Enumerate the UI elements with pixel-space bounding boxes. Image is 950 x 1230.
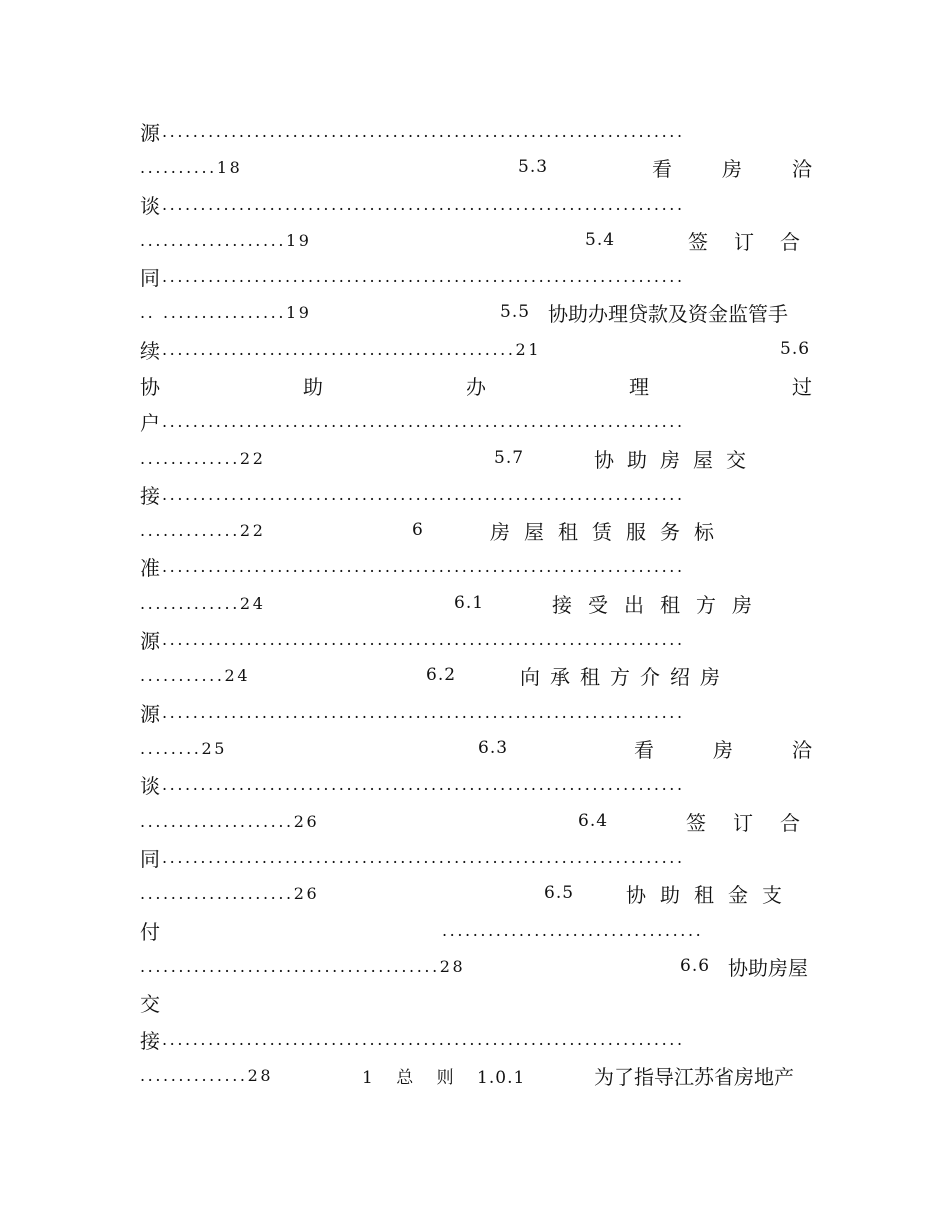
toc-line-22 <box>140 881 812 905</box>
toc-line-11 <box>140 482 812 506</box>
toc-leader-dots: .................................................................... <box>162 266 685 286</box>
toc-section-number: 6.4 <box>578 811 609 831</box>
toc-heading-fragment: 准 <box>140 555 160 580</box>
toc-heading-fragment: 源 <box>140 701 160 726</box>
toc-section-number: 5.7 <box>494 448 525 468</box>
toc-line-8 <box>140 373 812 397</box>
toc-section-number: 6.2 <box>426 665 457 685</box>
body-text: 为了指导江苏省房地产 <box>594 1064 794 1089</box>
toc-line-19 <box>140 772 812 796</box>
toc-leader-dots: .................................................................... <box>162 556 685 576</box>
toc-heading-fragment: 同 <box>140 846 160 871</box>
toc-leader-page: ........25 <box>140 738 228 758</box>
toc-line-17 <box>140 700 812 724</box>
toc-heading-fragment: 接 <box>140 483 160 508</box>
toc-line-2 <box>140 155 812 179</box>
toc-heading-fragment: 谈 <box>140 773 160 798</box>
toc-section-number: 5.4 <box>585 230 616 250</box>
toc-section-title: 签订合 <box>688 229 826 254</box>
toc-leader-page: .......................................28 <box>140 956 466 976</box>
toc-section-number: 6.5 <box>544 883 575 903</box>
toc-leader-dots: .................................................................... <box>162 411 685 431</box>
toc-leader-dots: .................................. <box>442 920 704 940</box>
toc-section-title: 向承租方介绍房 <box>520 664 730 689</box>
toc-line-21 <box>140 845 812 869</box>
toc-heading-fragment: 源 <box>140 120 160 145</box>
toc-section-title: 协助房屋 <box>728 955 808 980</box>
toc-section-title: 协助租金支 <box>626 882 796 907</box>
toc-line-18 <box>140 736 812 760</box>
toc-heading-fragment: 户 <box>140 410 160 435</box>
toc-leader-page: .............22 <box>140 448 266 468</box>
toc-leader-dots: .................................................................... <box>162 629 685 649</box>
toc-leader-dots: .................................................................... <box>162 847 685 867</box>
toc-section-title: 协助办理贷款及资金监管手 <box>548 301 788 326</box>
toc-leader-page: ....................26 <box>140 883 320 903</box>
toc-section-number: 6.3 <box>478 738 509 758</box>
toc-line-15 <box>140 627 812 651</box>
toc-line-20 <box>140 809 827 835</box>
toc-line-6 <box>140 300 812 324</box>
toc-line-9 <box>140 409 812 433</box>
toc-leader-page: ...........24 <box>140 665 251 685</box>
toc-leader-dots: .................................................................... <box>162 121 685 141</box>
toc-heading-fragment: 交 <box>140 991 160 1016</box>
toc-leader-page: ..........18 <box>140 157 243 177</box>
toc-leader-dots: .................................................................... <box>162 774 685 794</box>
toc-section-title: 签订合 <box>686 810 827 835</box>
toc-section-number: 6.1 <box>454 593 485 613</box>
toc-section-number: 6 <box>412 520 424 540</box>
toc-line-26 <box>140 1027 812 1051</box>
toc-section-number: 5.6 <box>780 339 811 359</box>
toc-heading-fragment: 源 <box>140 628 160 653</box>
toc-leader-page: .. ................19 <box>140 302 312 322</box>
toc-leader-dots: .................................................................... <box>162 194 685 214</box>
toc-line-1 <box>140 119 812 143</box>
toc-heading-fragment: 接 <box>140 1028 160 1053</box>
toc-line-24 <box>140 954 812 978</box>
toc-section-title: 看 房 洽 <box>652 156 812 181</box>
toc-line-7 <box>140 337 812 361</box>
toc-line-4 <box>140 228 826 254</box>
toc-line-3 <box>140 192 812 216</box>
toc-line-23 <box>140 918 812 942</box>
toc-section-title: 房屋租赁服务标 <box>490 519 728 544</box>
toc-leader-page: ..............................................21 <box>162 339 542 359</box>
toc-line-16 <box>140 663 812 687</box>
toc-line-14 <box>140 591 812 615</box>
toc-heading-fragment: 同 <box>140 265 160 290</box>
toc-heading-fragment: 续 <box>140 338 160 363</box>
toc-section-title: 接受出租方房 <box>552 592 768 617</box>
toc-section-title: 协 助 办 理 过 <box>140 374 812 399</box>
toc-heading-fragment: 谈 <box>140 193 160 218</box>
toc-section-number: 6.6 <box>680 956 711 976</box>
toc-leader-page: ....................26 <box>140 811 320 831</box>
toc-section-number: 5.5 <box>500 302 531 322</box>
toc-section-title: 看 房 洽 <box>634 737 812 762</box>
toc-line-13 <box>140 554 812 578</box>
toc-leader-dots: .................................................................... <box>162 484 685 504</box>
toc-section-number: 5.3 <box>518 157 549 177</box>
toc-line-10 <box>140 446 812 470</box>
toc-leader-dots: .................................................................... <box>162 1029 685 1049</box>
toc-line-25 <box>140 990 812 1014</box>
toc-leader-page: ...................19 <box>140 230 312 250</box>
toc-section-title: 协助房屋交 <box>594 447 759 472</box>
toc-leader-dots: .................................................................... <box>162 702 685 722</box>
toc-heading-fragment: 付 <box>140 919 160 944</box>
toc-leader-page: .............24 <box>140 593 266 613</box>
toc-chapter-heading: 1 总 则 1.0.1 <box>362 1067 526 1088</box>
toc-leader-page: ..............28 <box>140 1065 274 1085</box>
toc-leader-page: .............22 <box>140 520 266 540</box>
toc-line-12 <box>140 518 812 542</box>
toc-line-27 <box>140 1063 812 1087</box>
toc-line-5 <box>140 264 812 288</box>
